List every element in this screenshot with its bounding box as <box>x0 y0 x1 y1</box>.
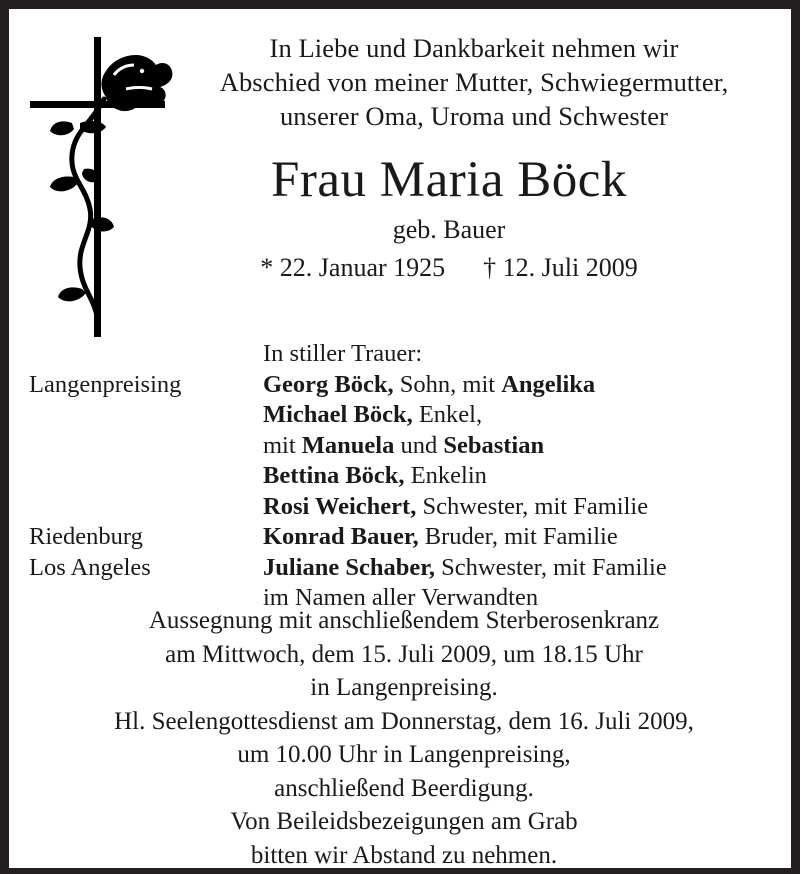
mourner-person <box>263 400 779 431</box>
death-date: † 12. Juli 2009 <box>483 253 638 282</box>
funeral-service-details <box>29 604 779 868</box>
service-line-7: Von Beileidsbezeigungen am Grab <box>230 808 578 835</box>
table-row <box>29 461 779 492</box>
mourner-place: Langenpreising <box>29 370 182 398</box>
mourner-person <box>263 553 779 584</box>
mourner-name-secondary: Angelika <box>501 370 596 398</box>
table-row <box>29 492 779 523</box>
mourner-place <box>29 431 263 462</box>
mourner-person <box>263 461 779 492</box>
mourner-person <box>263 370 779 401</box>
deceased-name-block <box>119 149 779 285</box>
mourner-place <box>29 461 263 492</box>
service-line-1: Aussegnung mit anschließendem Sterberosenkranz <box>148 607 660 634</box>
table-row <box>29 400 779 431</box>
mourners-table <box>29 339 779 614</box>
table-row <box>29 370 779 401</box>
mourner-person <box>263 431 779 462</box>
mourner-place <box>29 492 263 523</box>
mourner-place <box>29 400 263 431</box>
birth-date: * 22. Januar 1925 <box>260 253 446 282</box>
service-line-6: anschließend Beerdigung. <box>274 774 534 802</box>
service-line-4: Hl. Seelengottesdienst am Donnerstag, dem 16. Juli 2009, <box>114 707 694 735</box>
deceased-full-name: Frau Maria Böck <box>271 152 627 208</box>
mourner-relation: Sohn, mit <box>393 370 502 398</box>
table-row <box>29 522 779 553</box>
mourner-name: Juliane Schaber, <box>263 553 435 581</box>
mourner-conjunction: und <box>394 431 444 459</box>
mourner-relation: Enkelin <box>404 462 487 489</box>
mourner-name-secondary: Sebastian <box>443 431 545 459</box>
mourner-person <box>263 522 779 553</box>
mourner-place: Los Angeles <box>29 553 151 581</box>
notice-intro-text <box>169 31 779 133</box>
service-line-2: am Mittwoch, dem 15. Juli 2009, um 18.15 Uhr <box>165 640 643 668</box>
intro-line-1: In Liebe und Dankbarkeit nehmen wir <box>269 33 679 63</box>
table-row <box>29 431 779 462</box>
mourner-place: Riedenburg <box>29 523 143 550</box>
mourner-relation: Schwester, mit Familie <box>435 553 667 581</box>
mourner-relation: Schwester, mit Familie <box>416 492 649 520</box>
mourner-name: Manuela <box>301 431 395 459</box>
mourners-heading: In stiller Trauer: <box>263 340 423 367</box>
mourners-section <box>29 339 779 614</box>
service-line-8: bitten wir Abstand zu nehmen. <box>250 841 558 868</box>
mourner-name: Rosi Weichert, <box>263 492 417 520</box>
notice-sheet <box>9 9 791 868</box>
mourner-relation: Bruder, mit Familie <box>418 523 618 550</box>
mourner-relation: Enkel, <box>412 401 483 428</box>
mourners-heading-row <box>29 339 779 370</box>
mourner-person <box>263 492 779 523</box>
mourner-name: Michael Böck, <box>263 401 413 428</box>
mourners-closing-line: im Namen aller Verwandten <box>263 584 539 611</box>
service-line-3: in Langenpreising. <box>310 674 498 701</box>
service-line-5: um 10.00 Uhr in Langenpreising, <box>237 741 571 768</box>
mourner-name: Georg Böck, <box>263 370 394 398</box>
deceased-maiden-name: geb. Bauer <box>392 215 506 244</box>
intro-line-2: Abschied von meiner Mutter, Schwiegermutter, <box>219 67 729 97</box>
mourners-heading-place <box>29 339 263 370</box>
intro-line-3: unserer Oma, Uroma und Schwester <box>279 101 669 131</box>
mourner-relation: mit <box>263 431 302 459</box>
mourner-name: Konrad Bauer, <box>263 523 419 550</box>
mourner-name: Bettina Böck, <box>263 462 405 489</box>
table-row <box>29 553 779 584</box>
life-dates <box>119 251 779 285</box>
